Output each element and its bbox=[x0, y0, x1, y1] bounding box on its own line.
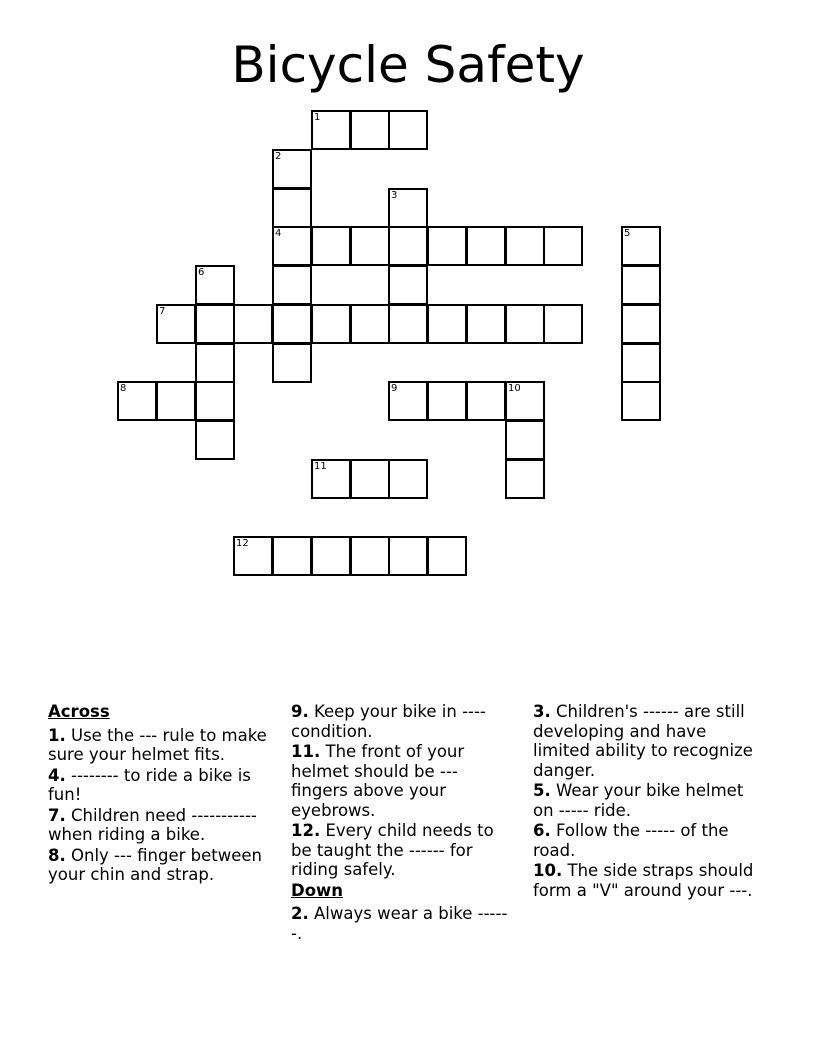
crossword-cell[interactable] bbox=[195, 343, 235, 383]
crossword-cell[interactable] bbox=[621, 226, 661, 266]
crossword-cell[interactable] bbox=[621, 304, 661, 344]
crossword-cell[interactable] bbox=[350, 110, 390, 150]
crossword-cell[interactable] bbox=[195, 265, 235, 305]
crossword-cell[interactable] bbox=[388, 188, 428, 228]
clue-number: 10 bbox=[508, 383, 521, 394]
crossword-cell[interactable] bbox=[543, 304, 583, 344]
crossword-cell[interactable] bbox=[233, 304, 273, 344]
crossword-cell[interactable] bbox=[272, 536, 312, 576]
clue-number: 4 bbox=[275, 228, 282, 239]
clue-across-12: 12. Every child needs to be taught the ------ for riding safely. bbox=[291, 821, 494, 879]
clues-column-1 bbox=[48, 702, 273, 886]
crossword-cell[interactable] bbox=[388, 304, 428, 344]
crossword-cell[interactable] bbox=[505, 459, 545, 499]
crossword-cell[interactable] bbox=[466, 304, 506, 344]
crossword-cell[interactable] bbox=[621, 381, 661, 421]
clue-down-2: 2. Always wear a bike ------. bbox=[291, 904, 508, 943]
clue-number: 8 bbox=[120, 383, 127, 394]
crossword-cell[interactable] bbox=[388, 265, 428, 305]
crossword-cell[interactable] bbox=[350, 304, 390, 344]
down-heading: Down bbox=[291, 880, 344, 900]
puzzle-title: Bicycle Safety bbox=[231, 36, 585, 94]
clues-column-3 bbox=[533, 702, 763, 901]
crossword-cell[interactable] bbox=[427, 381, 467, 421]
crossword-cell[interactable] bbox=[311, 536, 351, 576]
crossword-cell[interactable] bbox=[272, 149, 312, 189]
crossword-cell[interactable] bbox=[156, 381, 196, 421]
crossword-cell[interactable] bbox=[505, 420, 545, 460]
clue-down-5: 5. Wear your bike helmet on ----- ride. bbox=[533, 781, 744, 820]
crossword-cell[interactable] bbox=[427, 304, 467, 344]
clue-number: 12 bbox=[236, 538, 249, 549]
clue-number: 5 bbox=[624, 228, 631, 239]
crossword-cell[interactable] bbox=[272, 188, 312, 228]
clue-across-1: 1. Use the --- rule to make sure your helmet fits. bbox=[48, 725, 267, 764]
crossword-cell[interactable] bbox=[311, 304, 351, 344]
clue-across-4: 4. -------- to ride a bike is fun! bbox=[48, 765, 251, 804]
clue-across-7: 7. Children need ----------- when riding a bike. bbox=[48, 805, 257, 844]
crossword-cell[interactable] bbox=[621, 265, 661, 305]
crossword-cell[interactable] bbox=[505, 304, 545, 344]
crossword-cell[interactable] bbox=[388, 536, 428, 576]
across-heading: Across bbox=[48, 702, 110, 721]
crossword-cell[interactable] bbox=[505, 226, 545, 266]
crossword-cell[interactable] bbox=[350, 459, 390, 499]
crossword-cell[interactable] bbox=[388, 226, 428, 266]
crossword-cell[interactable] bbox=[195, 420, 235, 460]
crossword-cell[interactable] bbox=[427, 536, 467, 576]
crossword-cell[interactable] bbox=[117, 381, 157, 421]
crossword-cell[interactable] bbox=[388, 459, 428, 499]
crossword-cell[interactable] bbox=[156, 304, 196, 344]
clue-number: 9 bbox=[391, 383, 398, 394]
crossword-cell[interactable] bbox=[543, 226, 583, 266]
clue-across-9: 9. Keep your bike in ---- condition. bbox=[291, 702, 486, 741]
clue-number: 2 bbox=[275, 151, 282, 162]
clue-number: 11 bbox=[314, 461, 327, 472]
clue-number: 7 bbox=[159, 306, 166, 317]
crossword-cell[interactable] bbox=[272, 265, 312, 305]
crossword-cell[interactable] bbox=[311, 110, 351, 150]
crossword-cell[interactable] bbox=[272, 343, 312, 383]
clue-down-6: 6. Follow the ----- of the road. bbox=[533, 821, 729, 860]
crossword-cell[interactable] bbox=[427, 226, 467, 266]
crossword-cell[interactable] bbox=[388, 110, 428, 150]
clue-number: 3 bbox=[391, 190, 398, 201]
crossword-cell[interactable] bbox=[311, 226, 351, 266]
crossword-cell[interactable] bbox=[272, 304, 312, 344]
clue-across-11: 11. The front of your helmet should be --- fingers above your eyebrows. bbox=[291, 742, 465, 820]
clue-down-10: 10. The side straps should form a "V" around your ---. bbox=[533, 861, 754, 900]
clue-across-8: 8. Only --- finger between your chin and strap. bbox=[48, 845, 262, 884]
crossword-cell[interactable] bbox=[466, 381, 506, 421]
crossword-cell[interactable] bbox=[505, 381, 545, 421]
clue-number: 6 bbox=[198, 267, 205, 278]
crossword-cell[interactable] bbox=[272, 226, 312, 266]
clue-number: 1 bbox=[314, 112, 321, 123]
clue-down-3: 3. Children's ------ are still developing and have limited ability to recognize danger. bbox=[533, 702, 753, 780]
crossword-cell[interactable] bbox=[350, 226, 390, 266]
clues-column-2 bbox=[291, 702, 516, 944]
crossword-cell[interactable] bbox=[388, 381, 428, 421]
crossword-cell[interactable] bbox=[621, 343, 661, 383]
crossword-cell[interactable] bbox=[233, 536, 273, 576]
crossword-cell[interactable] bbox=[350, 536, 390, 576]
crossword-cell[interactable] bbox=[466, 226, 506, 266]
crossword-cell[interactable] bbox=[195, 381, 235, 421]
crossword-cell[interactable] bbox=[195, 304, 235, 344]
crossword-cell[interactable] bbox=[311, 459, 351, 499]
